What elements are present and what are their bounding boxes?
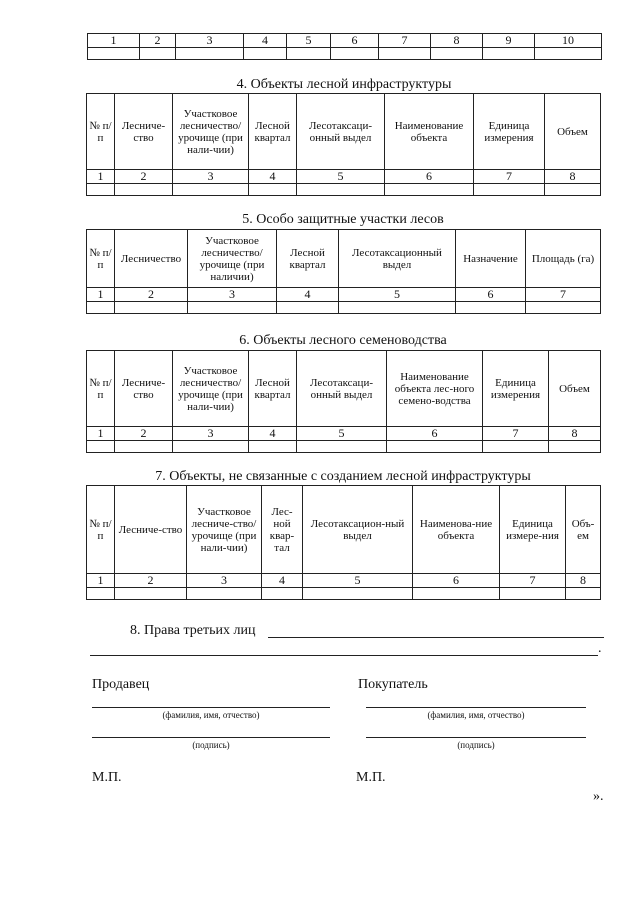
section5-table <box>86 229 601 314</box>
s7-h-2: Лесниче-ство <box>115 486 187 574</box>
seller-sign-line <box>92 737 330 738</box>
s6-h-3: Участковое лесничество/ урочище (при нали-чии) <box>173 351 249 427</box>
buyer-label: Покупатель <box>358 677 428 692</box>
buyer-name-line <box>366 707 586 708</box>
s4-h-8: Объем <box>545 94 601 170</box>
s7-n-6: 6 <box>413 574 500 588</box>
top-col-10: 10 <box>535 34 602 48</box>
buyer-sign-hint: (подпись) <box>457 740 495 750</box>
section5-title: 5. Особо защитные участки лесов <box>242 212 444 227</box>
top-col-6: 6 <box>331 34 379 48</box>
s4-h-2: Лесниче-ство <box>115 94 173 170</box>
s6-n-7: 7 <box>483 427 549 441</box>
s6-n-6: 6 <box>387 427 483 441</box>
s4-h-6: Наименование объекта <box>385 94 474 170</box>
s5-h-2: Лесничество <box>115 230 188 288</box>
seller-name-line <box>92 707 330 708</box>
section7-table <box>86 485 601 600</box>
s4-h-4: Лесной квартал <box>249 94 297 170</box>
s5-h-7: Площадь (га) <box>526 230 601 288</box>
s6-n-1: 1 <box>87 427 115 441</box>
s5-n-3: 3 <box>188 288 277 302</box>
buyer-fio-hint: (фамилия, имя, отчество) <box>427 710 525 720</box>
s5-n-7: 7 <box>526 288 601 302</box>
top-col-5: 5 <box>287 34 331 48</box>
s5-n-1: 1 <box>87 288 115 302</box>
s6-n-2: 2 <box>115 427 173 441</box>
seller-fio-hint: (фамилия, имя, отчество) <box>162 710 260 720</box>
third-party-end-mark: . <box>598 641 602 656</box>
section6-title: 6. Объекты лесного семеноводства <box>239 333 447 348</box>
seller-stamp: М.П. <box>92 770 122 785</box>
s4-n-1: 1 <box>87 170 115 184</box>
buyer-stamp: М.П. <box>356 770 386 785</box>
s7-h-4: Лес-ной квар-тал <box>262 486 303 574</box>
s6-h-5: Лесотаксаци-онный выдел <box>297 351 387 427</box>
s4-h-1: № п/п <box>87 94 115 170</box>
third-party-rights-line-2 <box>90 655 598 656</box>
s5-n-2: 2 <box>115 288 188 302</box>
section7-title: 7. Объекты, не связанные с созданием лесной инфраструктуры <box>155 469 531 484</box>
s4-n-6: 6 <box>385 170 474 184</box>
top-col-2: 2 <box>140 34 176 48</box>
s4-n-5: 5 <box>297 170 385 184</box>
s5-n-4: 4 <box>277 288 339 302</box>
s6-h-7: Единица измерения <box>483 351 549 427</box>
s5-n-6: 6 <box>456 288 526 302</box>
s6-h-1: № п/п <box>87 351 115 427</box>
section8-title: 8. Права третьих лиц <box>130 623 256 638</box>
s7-h-3: Участковое лесниче-ство/ урочище (при нали-чии) <box>187 486 262 574</box>
s6-h-8: Объем <box>549 351 601 427</box>
s6-h-4: Лесной квартал <box>249 351 297 427</box>
top-col-1: 1 <box>88 34 140 48</box>
s6-h-6: Наименование объекта лес-ного семено-водства <box>387 351 483 427</box>
seller-label: Продавец <box>92 677 150 692</box>
s6-h-2: Лесниче-ство <box>115 351 173 427</box>
s6-n-5: 5 <box>297 427 387 441</box>
section4-title: 4. Объекты лесной инфраструктуры <box>236 77 452 92</box>
s4-n-3: 3 <box>173 170 249 184</box>
s7-n-1: 1 <box>87 574 115 588</box>
s5-h-6: Назначение <box>456 230 526 288</box>
s4-n-4: 4 <box>249 170 297 184</box>
s7-n-4: 4 <box>262 574 303 588</box>
s4-h-5: Лесотаксаци-онный выдел <box>297 94 385 170</box>
s5-h-5: Лесотаксационный выдел <box>339 230 456 288</box>
s4-n-8: 8 <box>545 170 601 184</box>
top-col-7: 7 <box>379 34 431 48</box>
top-col-8: 8 <box>431 34 483 48</box>
s4-h-3: Участковое лесничество/ урочище (при нали-чии) <box>173 94 249 170</box>
top-col-3: 3 <box>176 34 244 48</box>
top-col-9: 9 <box>483 34 535 48</box>
section4-table <box>86 93 601 196</box>
s7-n-5: 5 <box>303 574 413 588</box>
s7-n-3: 3 <box>187 574 262 588</box>
s5-h-1: № п/п <box>87 230 115 288</box>
seller-sign-hint: (подпись) <box>192 740 230 750</box>
s5-h-4: Лесной квартал <box>277 230 339 288</box>
section6-table <box>86 350 601 453</box>
s7-n-7: 7 <box>500 574 566 588</box>
top-col-4: 4 <box>244 34 287 48</box>
s7-n-8: 8 <box>566 574 601 588</box>
top-table <box>87 33 602 60</box>
s7-h-1: № п/ п <box>87 486 115 574</box>
closing-quote: ». <box>593 789 604 804</box>
s7-h-6: Наименова-ние объекта <box>413 486 500 574</box>
s7-h-7: Единица измере-ния <box>500 486 566 574</box>
s6-n-4: 4 <box>249 427 297 441</box>
s5-n-5: 5 <box>339 288 456 302</box>
third-party-rights-line-1 <box>268 637 604 638</box>
s5-h-3: Участковое лесничество/ урочище (при наличии) <box>188 230 277 288</box>
s4-h-7: Единица измерения <box>474 94 545 170</box>
s7-h-5: Лесотаксацион-ный выдел <box>303 486 413 574</box>
s7-h-8: Объ-ем <box>566 486 601 574</box>
s6-n-3: 3 <box>173 427 249 441</box>
s4-n-2: 2 <box>115 170 173 184</box>
s4-n-7: 7 <box>474 170 545 184</box>
buyer-sign-line <box>366 737 586 738</box>
s6-n-8: 8 <box>549 427 601 441</box>
s7-n-2: 2 <box>115 574 187 588</box>
